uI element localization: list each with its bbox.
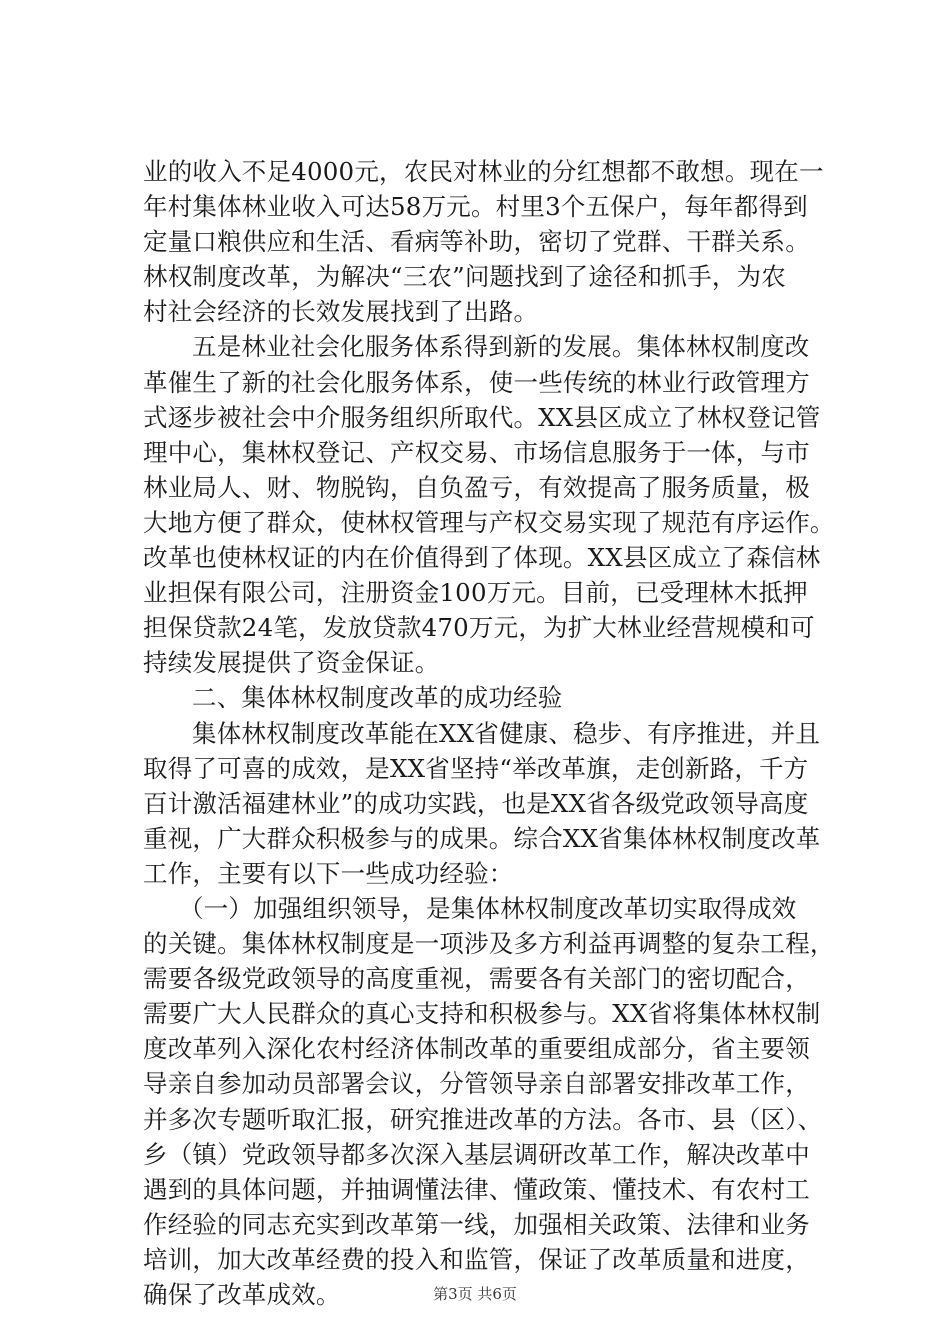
paragraph-service-system [143, 329, 835, 680]
paragraph-success-summary [143, 716, 821, 891]
paragraph-leadership [143, 891, 835, 1312]
text-line: 集体林权制度改革能在XX省健康、稳步、有序推进，并且 [192, 718, 821, 748]
text-line: 林权制度改革，为解决“三农”问题找到了途径和抓手，为农 [143, 262, 786, 292]
text-line: 培训，加大改革经费的投入和监管，保证了改革质量和进度， [143, 1244, 810, 1274]
text-line: 村社会经济的长效发展找到了出路。 [143, 297, 539, 327]
text-line: 革催生了新的社会化服务体系，使一些传统的林业行政管理方 [143, 367, 810, 397]
text-line: 的关键。集体林权制度是一项涉及多方利益再调整的复杂工程， [143, 929, 835, 959]
text-line: 改革也使林权证的内在价值得到了体现。XX县区成立了森信林 [143, 543, 821, 573]
text-line: 担保贷款24笔，发放贷款470万元，为扩大林业经营规模和可 [143, 613, 815, 643]
text-line: 林业局人、财、物脱钩，自负盈亏，有效提高了服务质量，极 [143, 472, 810, 502]
text-line: 并多次专题听取汇报，研究推进改革的方法。各市、县（区）、 [143, 1104, 823, 1134]
text-line: 理中心，集林权登记、产权交易、市场信息服务于一体，与市 [143, 437, 810, 467]
text-line: （一）加强组织领导，是集体林权制度改革切实取得成效 [179, 893, 797, 923]
text-line: 定量口粮供应和生活、看病等补助，密切了党群、干群关系。 [143, 227, 810, 257]
text-line: 大地方便了群众，使林权管理与产权交易实现了规范有序运作。 [143, 507, 835, 537]
text-line: 年村集体林业收入可达58万元。村里3个五保户，每年都得到 [143, 192, 808, 222]
page-number-footer: 第3页 共6页 [433, 1285, 517, 1303]
heading-line: 二、集体林权制度改革的成功经验 [192, 683, 563, 713]
text-line: 工作，主要有以下一些成功经验： [143, 858, 514, 888]
text-line: 度改革列入深化农村经济体制改革的重要组成部分，省主要领 [143, 1034, 810, 1064]
text-line: 业的收入不足4000元，农民对林业的分红想都不敢想。现在一 [143, 157, 824, 186]
text-line: 遇到的具体问题，并抽调懂法律、懂政策、懂技术、有农村工 [143, 1174, 810, 1204]
text-line: 五是林业社会化服务体系得到新的发展。集体林权制度改 [192, 332, 810, 362]
text-line: 作经验的同志充实到改革第一线，加强相关政策、法律和业务 [143, 1209, 810, 1239]
paragraph-continued [143, 154, 824, 329]
text-line: 需要广大人民群众的真心支持和积极参与。XX省将集体林权制 [143, 999, 821, 1029]
text-line: 乡（镇）党政领导都多次深入基层调研改革工作，解决改革中 [143, 1139, 810, 1169]
text-line: 确保了改革成效。 [143, 1280, 341, 1309]
text-line: 业担保有限公司，注册资金100万元。目前，已受理林木抵押 [143, 578, 808, 608]
text-line: 需要各级党政领导的高度重视，需要各有关部门的密切配合， [143, 964, 810, 994]
text-line: 重视，广大群众积极参与的成果。综合XX省集体林权制度改革 [143, 823, 821, 853]
document-body [143, 154, 835, 1312]
section-heading [143, 680, 813, 715]
text-line: 取得了可喜的成效，是XX省坚持“举改革旗，走创新路，千方 [143, 753, 809, 783]
text-line: 百计激活福建林业”的成功实践，也是XX省各级党政领导高度 [143, 788, 809, 818]
text-line: 导亲自参加动员部署会议，分管领导亲自部署安排改革工作， [143, 1069, 810, 1099]
text-line: 式逐步被社会中介服务组织所取代。XX县区成立了林权登记管 [143, 402, 821, 432]
text-line: 持续发展提供了资金保证。 [143, 648, 440, 678]
